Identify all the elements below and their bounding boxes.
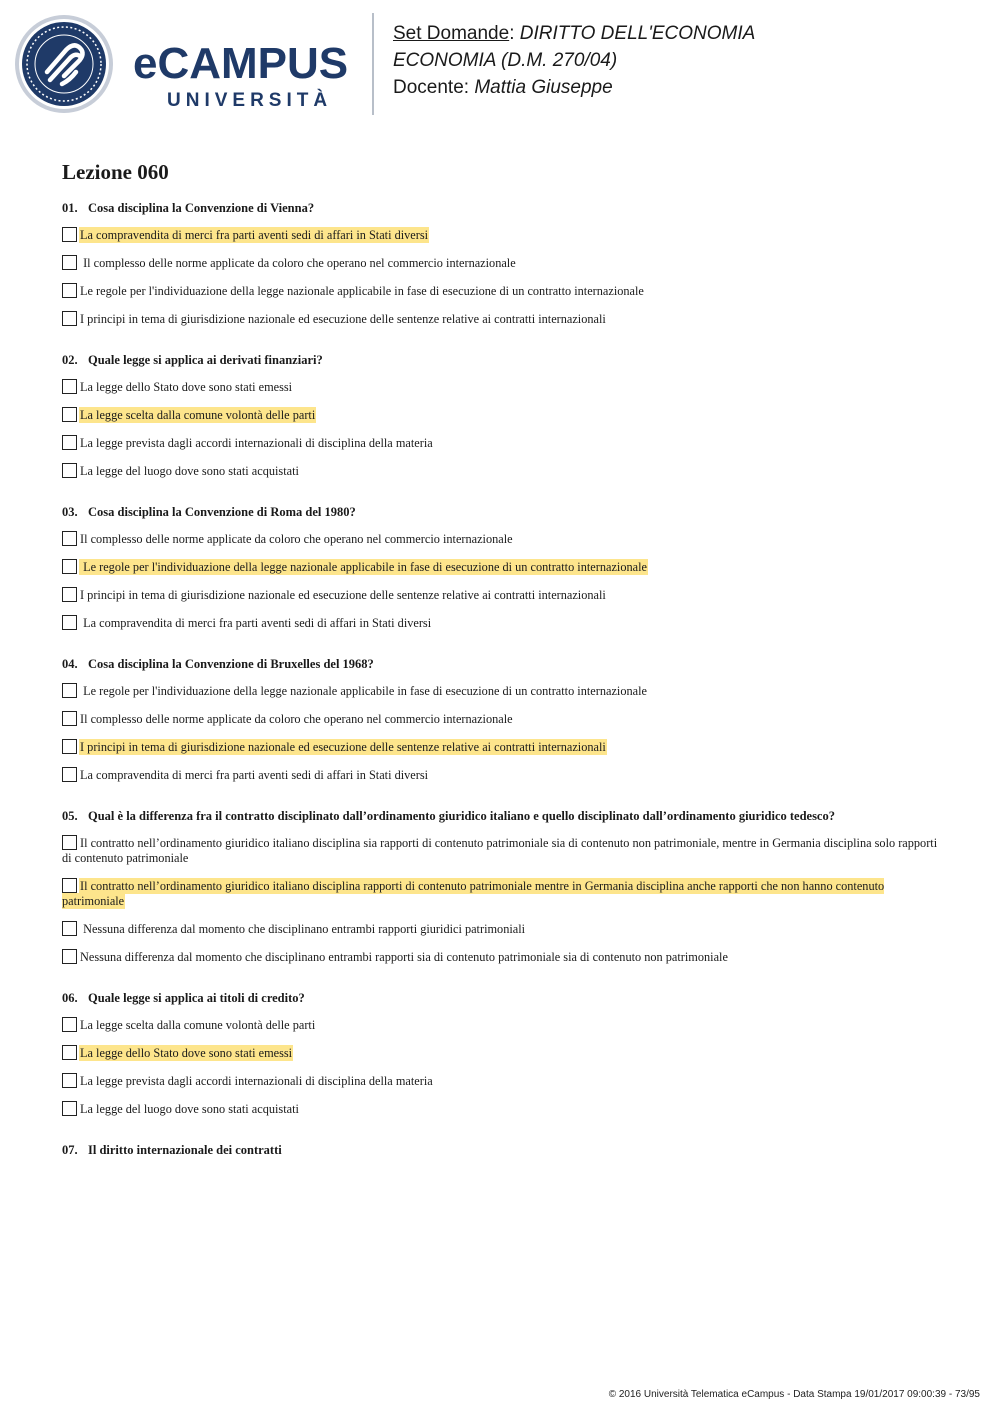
university-seal-logo <box>14 14 114 114</box>
question-text: Cosa disciplina la Convenzione di Bruxelles del 1968? <box>88 657 374 671</box>
set-label: Set Domande <box>393 23 510 44</box>
question-title <box>62 1142 942 1158</box>
answer-option[interactable] <box>62 559 942 575</box>
answer-option[interactable] <box>62 949 942 965</box>
question <box>62 656 942 783</box>
question-title <box>62 200 942 216</box>
ecampus-wordmark <box>133 40 358 112</box>
answer-text: Il contratto nell’ordinamento giuridico italiano disciplina sia rapporti di contenuto patrimoniale sia di contenuto non patrimoniale, mentre in Germania disciplina solo rapporti di contenuto patrimoniale <box>62 836 938 865</box>
answer-option[interactable] <box>62 587 942 603</box>
checkbox[interactable] <box>62 767 77 782</box>
checkbox[interactable] <box>62 878 77 893</box>
answer-option[interactable] <box>62 255 942 271</box>
answer-option[interactable] <box>62 711 942 727</box>
answer-text: La legge prevista dagli accordi internazionali di disciplina della materia <box>80 1074 433 1088</box>
answer-text: Il complesso delle norme applicate da coloro che operano nel commercio internazionale <box>80 532 513 546</box>
answer-text: La compravendita di merci fra parti aventi sedi di affari in Stati diversi <box>80 616 432 630</box>
answer-option[interactable] <box>62 463 942 479</box>
question <box>62 200 942 327</box>
checkbox[interactable] <box>62 1101 77 1116</box>
question-title <box>62 990 942 1006</box>
checkbox[interactable] <box>62 283 77 298</box>
checkbox[interactable] <box>62 311 77 326</box>
question-spacer <box>62 795 942 808</box>
checkbox[interactable] <box>62 227 77 242</box>
checkbox[interactable] <box>62 739 77 754</box>
question <box>62 1142 942 1158</box>
set-value-line1: DIRITTO DELL'ECONOMIA <box>519 23 756 44</box>
question-number: 04. <box>62 657 78 671</box>
question <box>62 808 942 965</box>
answer-option[interactable] <box>62 615 942 631</box>
question-number: 06. <box>62 991 78 1005</box>
checkbox[interactable] <box>62 711 77 726</box>
page-header <box>0 0 1000 125</box>
docente-line <box>393 74 953 101</box>
answer-option[interactable] <box>62 227 942 243</box>
question-text: Qual è la differenza fra il contratto disciplinato dall’ordinamento giuridico italiano e quello disciplinato dall’ordinamento giuridico tedesco? <box>88 809 835 823</box>
answer-text-correct: Le regole per l'individuazione della legge nazionale applicabile in fase di esecuzione di un contratto internazionale <box>80 560 647 574</box>
answer-option[interactable] <box>62 407 942 423</box>
question-spacer <box>62 1129 942 1142</box>
answer-text: Nessuna differenza dal momento che disciplinano entrambi rapporti giuridici patrimoniali <box>80 922 526 936</box>
checkbox[interactable] <box>62 407 77 422</box>
answer-text: La legge del luogo dove sono stati acquistati <box>80 464 299 478</box>
question-text: Quale legge si applica ai titoli di credito? <box>88 991 305 1005</box>
checkbox[interactable] <box>62 255 77 270</box>
answer-option[interactable] <box>62 435 942 451</box>
set-line: Set Domande: DIRITTO DELL'ECONOMIA <box>393 23 756 44</box>
answer-option[interactable] <box>62 311 942 327</box>
answer-option[interactable] <box>62 878 942 909</box>
checkbox[interactable] <box>62 1073 77 1088</box>
question-number: 07. <box>62 1143 78 1157</box>
question-spacer <box>62 491 942 504</box>
checkbox[interactable] <box>62 683 77 698</box>
answer-text: La legge prevista dagli accordi internazionali di disciplina della materia <box>80 436 433 450</box>
answer-option[interactable] <box>62 921 942 937</box>
question-list <box>62 200 942 1169</box>
question-text: Cosa disciplina la Convenzione di Roma del 1980? <box>88 505 356 519</box>
answer-option[interactable] <box>62 1073 942 1089</box>
answer-option[interactable] <box>62 283 942 299</box>
checkbox[interactable] <box>62 559 77 574</box>
answer-text: I principi in tema di giurisdizione nazionale ed esecuzione delle sentenze relative ai contratti internazionali <box>80 588 606 602</box>
question-text: Quale legge si applica ai derivati finanziari? <box>88 353 323 367</box>
answer-option[interactable] <box>62 835 942 866</box>
logo-sub-text: UNIVERSITÀ <box>167 90 333 111</box>
answer-text-correct: Il contratto nell’ordinamento giuridico italiano disciplina rapporti di contenuto patrimoniale mentre in Germania disciplina anche rapporti che non hanno contenuto patrimoniale <box>62 879 885 908</box>
answer-text-correct: La legge scelta dalla comune volontà delle parti <box>80 408 316 422</box>
question-text: Cosa disciplina la Convenzione di Vienna? <box>88 201 315 215</box>
logo-word-text: eCAMPUS <box>133 40 349 88</box>
answer-text: Le regole per l'individuazione della legge nazionale applicabile in fase di esecuzione di un contratto internazionale <box>80 284 644 298</box>
question-title <box>62 656 942 672</box>
lesson-title: Lezione 060 <box>62 160 169 184</box>
question <box>62 352 942 479</box>
answer-text-correct: I principi in tema di giurisdizione nazionale ed esecuzione delle sentenze relative ai contratti internazionali <box>80 740 606 754</box>
page-footer: © 2016 Università Telematica eCampus - Data Stampa 19/01/2017 09:00:39 - 73/95 <box>608 1389 980 1400</box>
answer-text: I principi in tema di giurisdizione nazionale ed esecuzione delle sentenze relative ai contratti internazionali <box>80 312 606 326</box>
answer-text: Le regole per l'individuazione della legge nazionale applicabile in fase di esecuzione di un contratto internazionale <box>80 684 647 698</box>
question-spacer <box>62 339 942 352</box>
question-number: 02. <box>62 353 78 367</box>
answer-option[interactable] <box>62 739 942 755</box>
checkbox[interactable] <box>62 615 77 630</box>
question-title <box>62 504 942 520</box>
question-spacer <box>62 977 942 990</box>
answer-text: La compravendita di merci fra parti aventi sedi di affari in Stati diversi <box>80 768 429 782</box>
question <box>62 504 942 631</box>
answer-option[interactable] <box>62 1101 942 1117</box>
checkbox[interactable] <box>62 531 77 546</box>
answer-option[interactable] <box>62 531 942 547</box>
question-number: 01. <box>62 201 78 215</box>
question-title <box>62 808 942 824</box>
header-info <box>393 20 953 101</box>
set-value-line2: ECONOMIA (D.M. 270/04) <box>393 50 618 71</box>
answer-option[interactable] <box>62 683 942 699</box>
checkbox[interactable] <box>62 835 77 850</box>
header-divider <box>372 13 374 115</box>
answer-text: Nessuna differenza dal momento che disciplinano entrambi rapporti sia di contenuto patrimoniale sia di contenuto non patrimoniale <box>80 950 728 964</box>
answer-text-correct: La legge dello Stato dove sono stati emessi <box>80 1046 293 1060</box>
checkbox[interactable] <box>62 379 77 394</box>
answer-option[interactable] <box>62 767 942 783</box>
question-spacer <box>62 643 942 656</box>
answer-option[interactable] <box>62 1045 942 1061</box>
question-number: 03. <box>62 505 78 519</box>
question-text: Il diritto internazionale dei contratti <box>88 1143 282 1157</box>
checkbox[interactable] <box>62 435 77 450</box>
docente-value: Mattia Giuseppe <box>474 77 613 98</box>
answer-text: Il complesso delle norme applicate da coloro che operano nel commercio internazionale <box>80 256 516 270</box>
answer-text: Il complesso delle norme applicate da coloro che operano nel commercio internazionale <box>80 712 513 726</box>
question <box>62 990 942 1117</box>
checkbox[interactable] <box>62 1017 77 1032</box>
answer-text: La legge dello Stato dove sono stati emessi <box>80 380 293 394</box>
docente-label: Docente: <box>393 77 470 98</box>
checkbox[interactable] <box>62 587 77 602</box>
checkbox[interactable] <box>62 949 77 964</box>
answer-text: La legge scelta dalla comune volontà delle parti <box>80 1018 316 1032</box>
answer-text-correct: La compravendita di merci fra parti aventi sedi di affari in Stati diversi <box>80 228 429 242</box>
checkbox[interactable] <box>62 1045 77 1060</box>
answer-option[interactable] <box>62 379 942 395</box>
answer-text: La legge del luogo dove sono stati acquistati <box>80 1102 299 1116</box>
question-title <box>62 352 942 368</box>
checkbox[interactable] <box>62 463 77 478</box>
question-number: 05. <box>62 809 78 823</box>
answer-option[interactable] <box>62 1017 942 1033</box>
checkbox[interactable] <box>62 921 77 936</box>
